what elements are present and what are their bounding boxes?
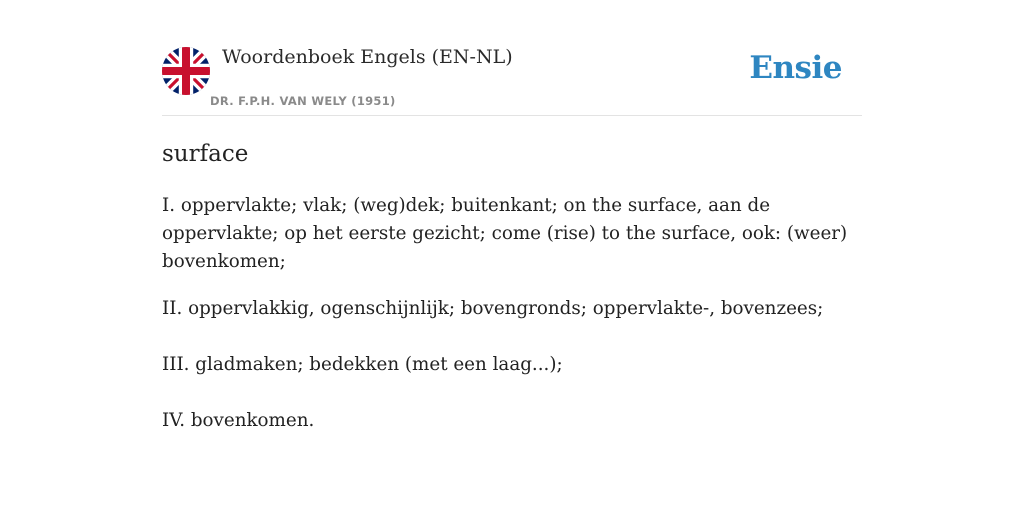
entry-sense-3: III. gladmaken; bedekken (met een laag...); xyxy=(162,354,563,375)
uk-flag-icon xyxy=(162,47,210,95)
entry-sense-4: IV. bovenkomen. xyxy=(162,410,315,431)
entry-headword: surface xyxy=(162,141,249,167)
entry-content xyxy=(162,138,862,435)
dictionary-author: DR. F.P.H. VAN WELY (1951) xyxy=(210,94,396,108)
dictionary-title[interactable]: Woordenboek Engels (EN-NL) xyxy=(222,46,513,68)
entry-sense-2: II. oppervlakkig, ogenschijnlijk; bovengronds; oppervlakte-, bovenzees; xyxy=(162,298,824,319)
dictionary-header xyxy=(162,40,862,116)
entry-sense-1: I. oppervlakte; vlak; (weg)dek; buitenkant; on the surface, aan de oppervlakte; op het eerste gezicht; come (rise) to the surface, ook: (weer) bovenkomen; xyxy=(162,195,848,272)
ensie-logo[interactable]: Ensie xyxy=(749,50,842,86)
